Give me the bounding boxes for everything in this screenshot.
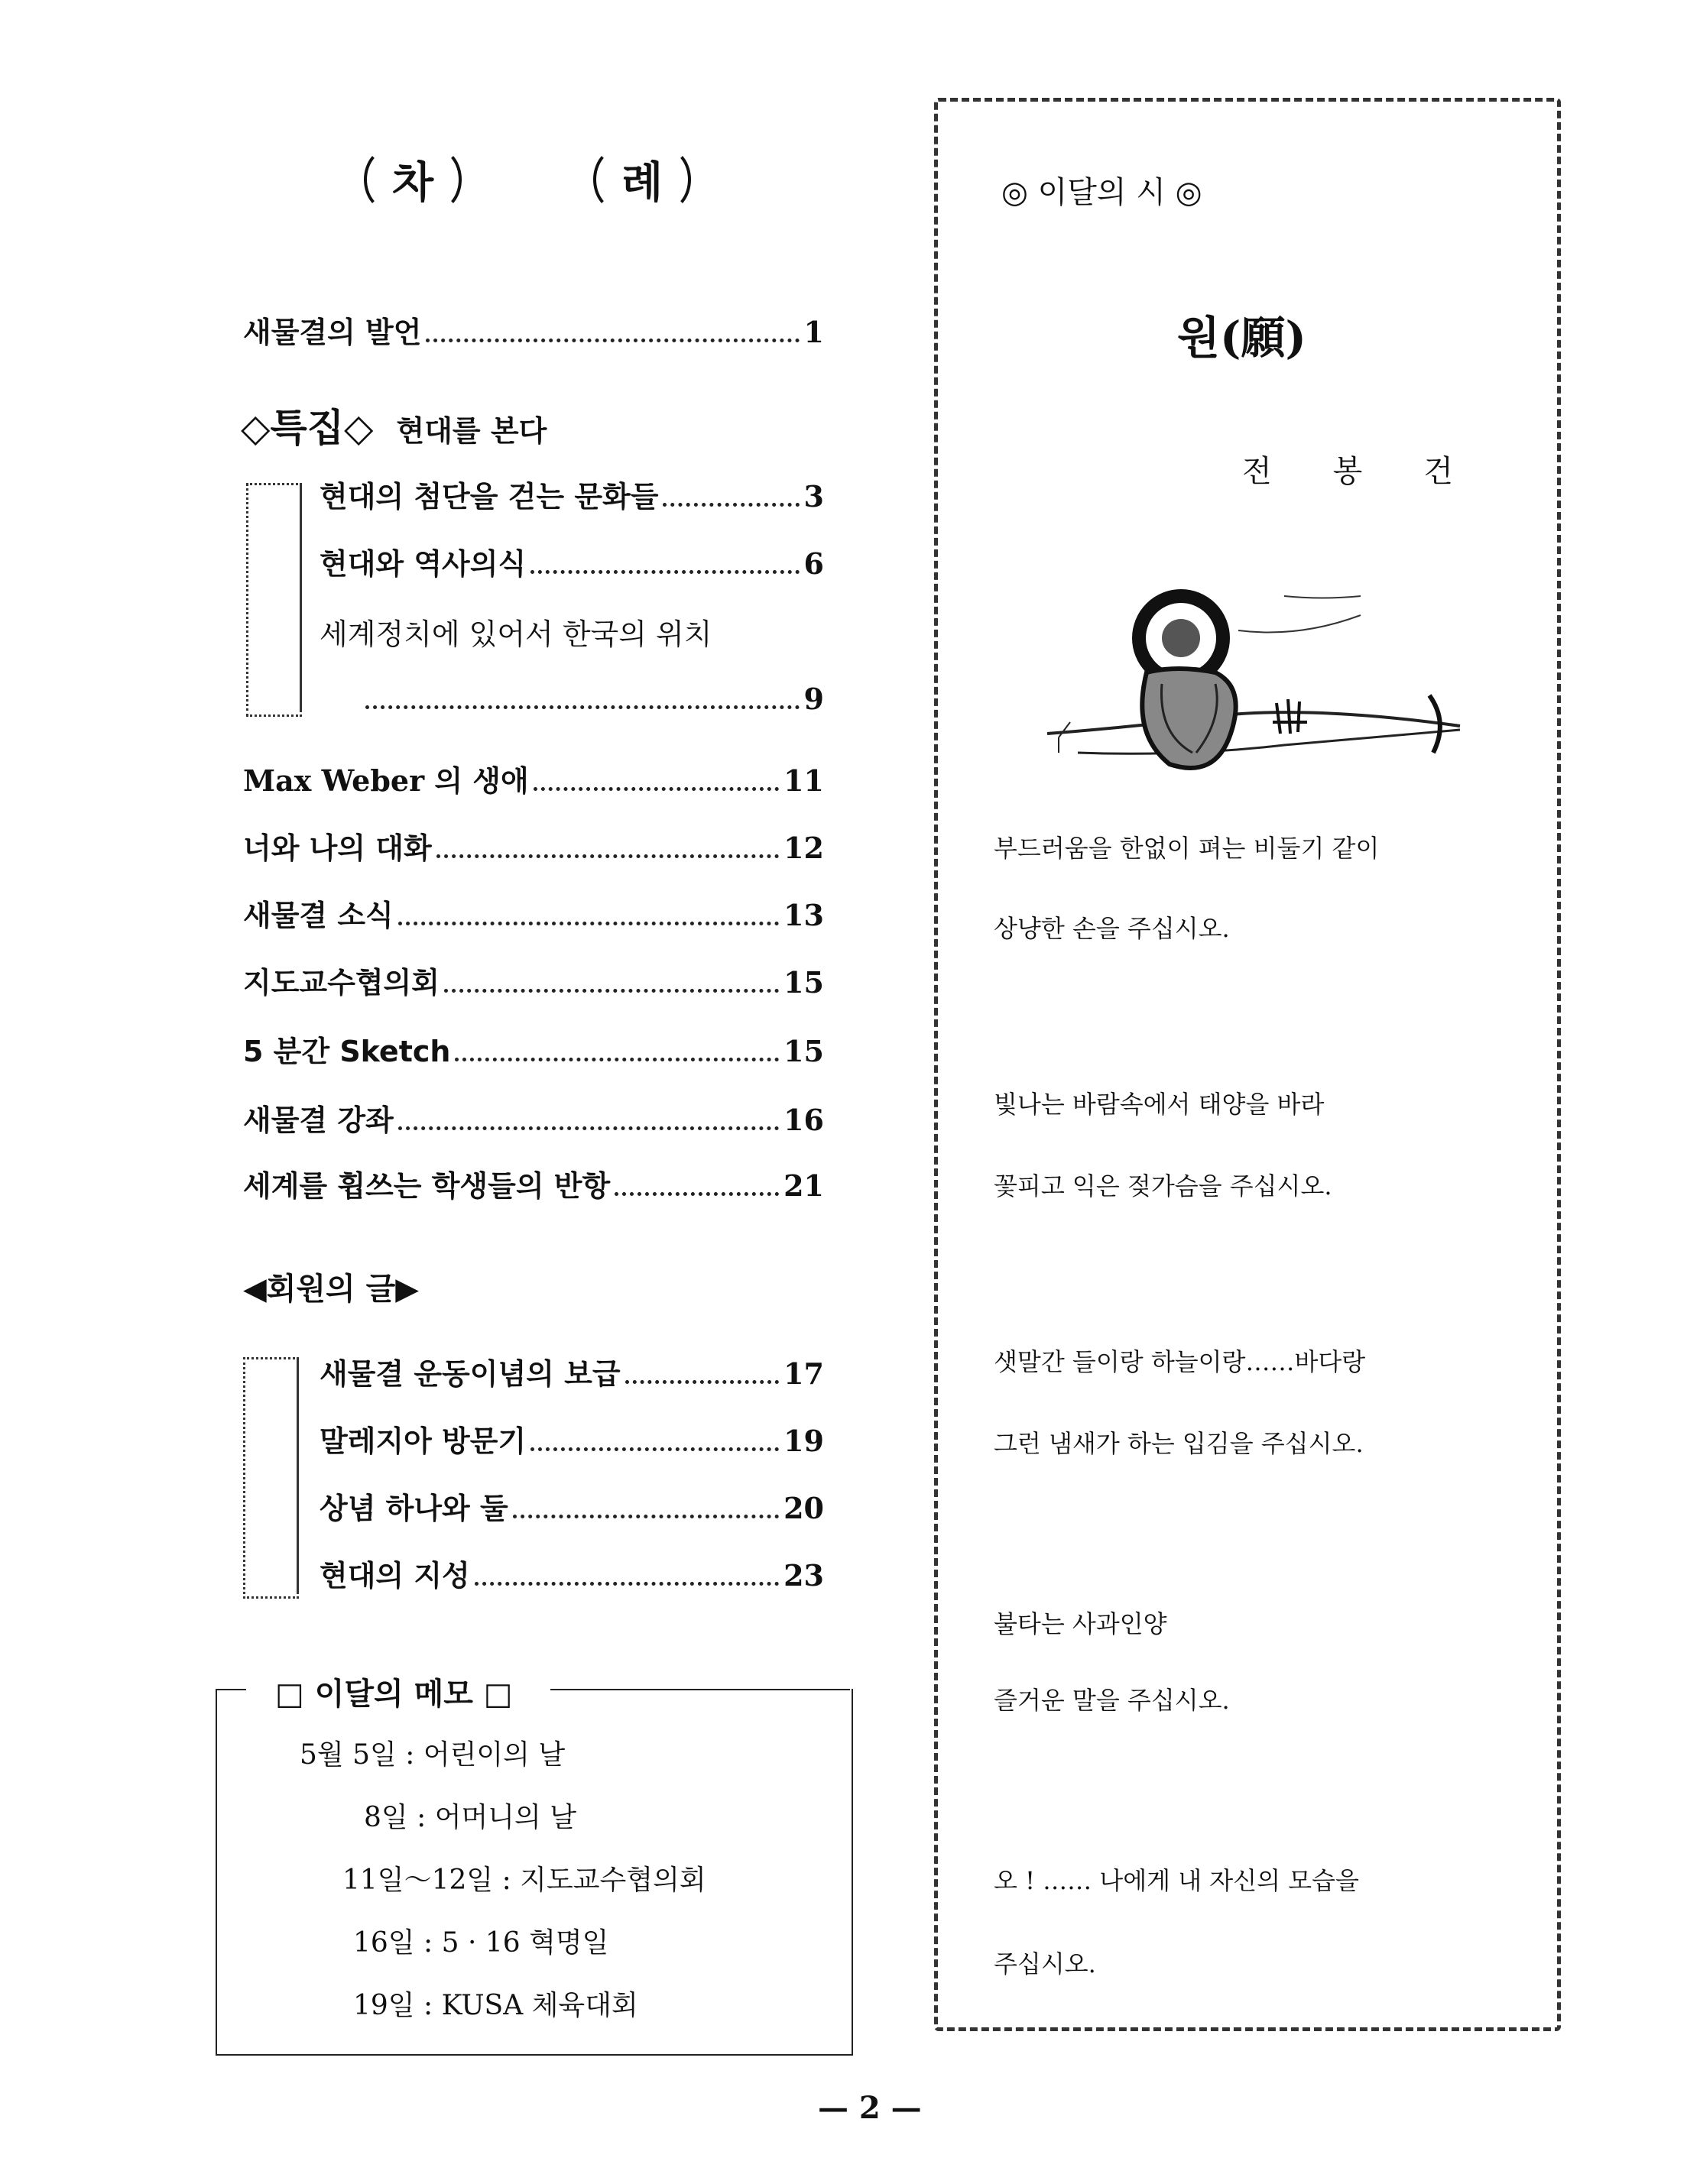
toc-entry-page: 1 (803, 315, 824, 349)
toc-entry[interactable] (320, 478, 824, 516)
feature-subtitle: 현대를 본다 (396, 414, 547, 448)
feature-bracket (246, 483, 302, 717)
toc-entry-label: 새물결 강좌 (243, 1103, 394, 1137)
toc-heading (375, 141, 680, 233)
toc-entry-label-wrapped[interactable] (320, 615, 824, 653)
poem-line: 부드러움을 한없이 펴는 비둘기 같이 (994, 834, 1380, 863)
toc-entry-page: 12 (783, 831, 824, 865)
toc-entry[interactable] (243, 1101, 824, 1139)
toc-entry-page: 15 (783, 965, 824, 1000)
leader-dots (398, 922, 779, 925)
leader-dots (530, 570, 799, 574)
poem-section-label: ◎ 이달의 시 ◎ (1001, 175, 1202, 210)
leader-dots (513, 1515, 779, 1518)
page-number: — 2 — (818, 2090, 922, 2126)
poem-author: 전봉건 (1242, 454, 1514, 489)
toc-entry[interactable] (320, 1422, 824, 1460)
toc-entry[interactable] (243, 762, 824, 800)
leader-dots (663, 503, 799, 507)
members-section-title: ◀회원의 글▶ (243, 1272, 420, 1307)
toc-entry-page: 20 (783, 1491, 824, 1525)
toc-entry[interactable] (320, 1489, 824, 1528)
poem-line: 꽃피고 익은 젖가슴을 주십시오. (994, 1171, 1332, 1201)
toc-entry-page: 19 (783, 1424, 824, 1458)
feature-title: ◇특집◇ (241, 406, 374, 450)
memo-entry: 5월 5일 : 어린이의 날 (300, 1739, 566, 1771)
members-bracket-rule (297, 1357, 299, 1594)
toc-entry-page: 13 (783, 898, 824, 932)
memo-entry: 16일 : 5 · 16 혁명일 (353, 1927, 609, 1959)
toc-entry-page: 21 (783, 1168, 824, 1203)
toc-entry-label: 세계를 휩쓰는 학생들의 반항 (243, 1169, 611, 1203)
toc-entry-page: 15 (783, 1034, 824, 1068)
toc-entry-label: 현대의 첨단을 걷는 문화들 (320, 480, 659, 514)
toc-entry-label: 새물결의 발언 (243, 316, 422, 349)
memo-box-top-rule (550, 1689, 850, 1690)
members-bracket (243, 1357, 299, 1599)
toc-entry-label: 현대의 지성 (320, 1559, 470, 1593)
toc-entry-label: 너와 나의 대화 (243, 831, 432, 865)
toc-entry-page: 6 (803, 546, 824, 581)
toc-entry[interactable] (243, 829, 824, 867)
toc-entry[interactable] (320, 545, 824, 583)
toc-entry-label: 새물결 운동이념의 보급 (320, 1357, 621, 1391)
poem-line: 그런 냄새가 하는 입김을 주십시오. (994, 1429, 1364, 1458)
memo-entry: 11일～12일 : 지도교수협의회 (342, 1865, 706, 1896)
poem-title: 원(願) (1177, 312, 1306, 364)
leader-dots (426, 339, 799, 342)
toc-entry[interactable] (243, 896, 824, 935)
poem-line: 불타는 사과인양 (994, 1609, 1167, 1638)
toc-entry-page: 3 (803, 479, 824, 514)
feature-bracket-rule (300, 483, 302, 712)
poem-line: 샛말간 들이랑 하늘이랑……바다랑 (994, 1347, 1366, 1376)
leader-dots (625, 1380, 780, 1384)
toc-entry-label: 지도교수협의회 (243, 966, 440, 1000)
leader-dots (615, 1192, 779, 1196)
memo-box-top-rule (216, 1689, 246, 1690)
toc-entry[interactable] (320, 1557, 824, 1595)
toc-entry-page: 16 (783, 1103, 824, 1137)
toc-entry-label: 세계정치에 있어서 한국의 위치 (320, 617, 712, 651)
toc-entry[interactable] (243, 964, 824, 1002)
toc-entry-label: 말레지아 방문기 (320, 1424, 527, 1458)
leader-dots (534, 787, 779, 791)
leader-dots (398, 1126, 779, 1130)
toc-entry-page: 11 (783, 763, 824, 798)
toc-entry-label: Max Weber 의 생애 (243, 763, 529, 798)
leader-dots (436, 854, 779, 858)
toc-entry-label: 새물결 소식 (243, 899, 394, 932)
poem-line: 즐거운 말을 주십시오. (994, 1686, 1230, 1715)
poem-frame (934, 98, 1561, 2031)
toc-entry[interactable] (243, 313, 824, 352)
toc-entry[interactable] (320, 1355, 824, 1393)
leader-dots (444, 989, 779, 993)
toc-entry-label: 현대와 역사의식 (320, 547, 527, 581)
poem-line: 주십시오. (994, 1949, 1096, 1978)
toc-entry-page: 23 (783, 1558, 824, 1593)
poem-line: 오 ! …… 나에게 내 자신의 모습을 (994, 1866, 1359, 1895)
memo-entry: 19일 : KUSA 체육대회 (353, 1990, 638, 2021)
poem-line: 빛나는 바람속에서 태양을 바라 (994, 1090, 1325, 1119)
ink-drawing-illustration (1032, 581, 1491, 795)
toc-entry-label: 상념 하나와 둘 (320, 1492, 508, 1525)
toc-heading-char: 례 (604, 141, 680, 218)
poem-line: 상냥한 손을 주십시오. (994, 914, 1230, 943)
toc-entry[interactable] (243, 1167, 824, 1205)
toc-entry-continuation[interactable] (365, 680, 824, 718)
memo-title: □ 이달의 메모 □ (275, 1677, 513, 1712)
toc-entry-page: 9 (803, 682, 824, 716)
toc-entry[interactable] (243, 1032, 824, 1071)
leader-dots (475, 1582, 779, 1586)
leader-dots (530, 1447, 779, 1451)
toc-entry-label: 5 분간 Sketch (243, 1035, 451, 1068)
leader-dots (455, 1058, 779, 1061)
feature-heading (241, 397, 547, 452)
toc-entry-page: 17 (783, 1356, 824, 1391)
leader-dots (365, 705, 800, 709)
memo-entry: 8일 : 어머니의 날 (364, 1802, 577, 1833)
toc-heading-char: 차 (375, 141, 451, 218)
